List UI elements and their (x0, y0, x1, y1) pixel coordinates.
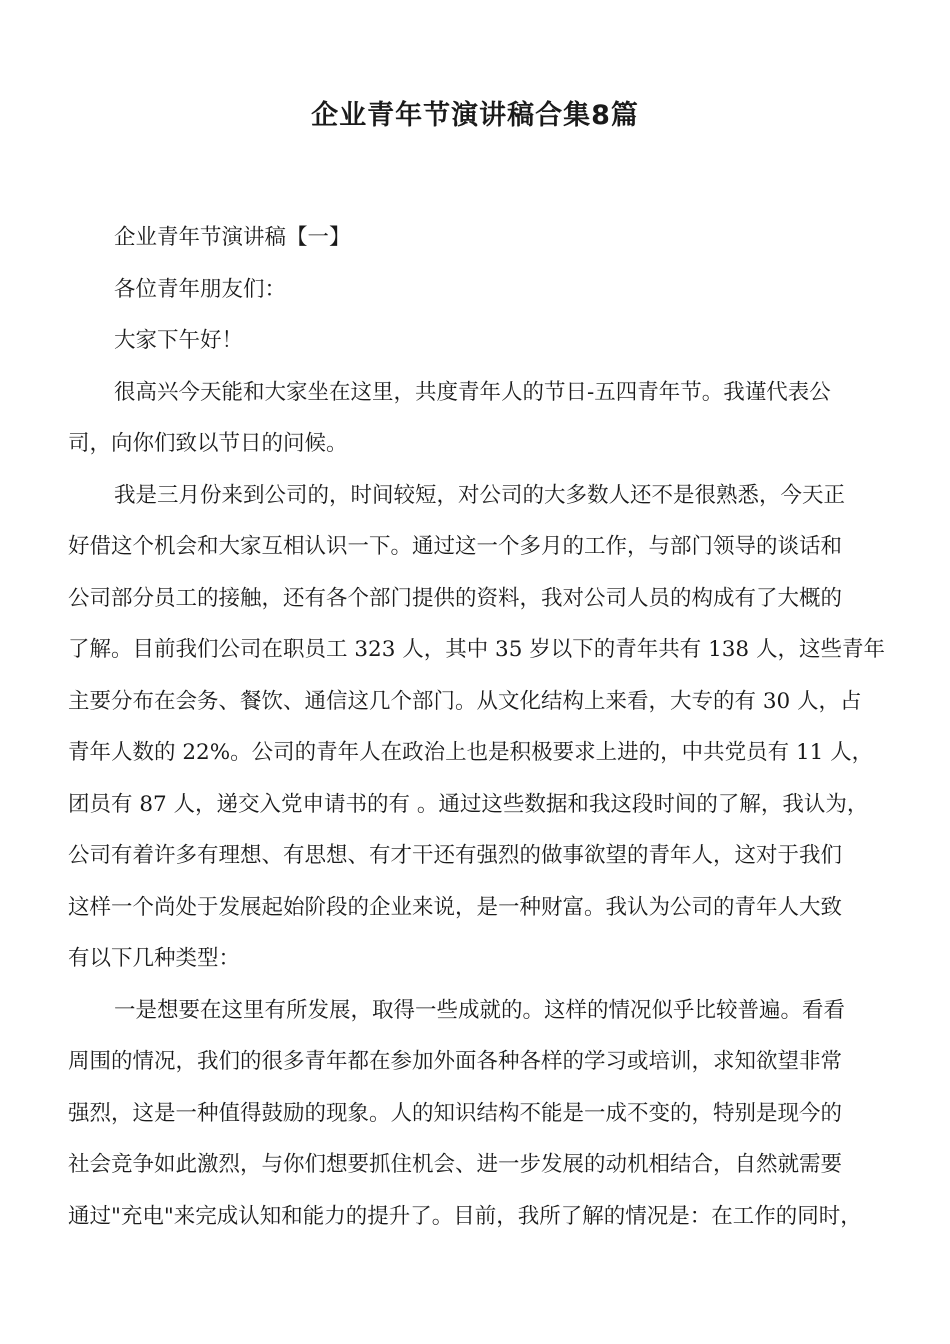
paragraph-line: 很高兴今天能和大家坐在这里，共度青年人的节日-五四青年节。我谨代表公 (114, 379, 831, 405)
document-body (68, 212, 886, 1242)
paragraph-line: 周围的情况，我们的很多青年都在参加外面各种各样的学习或培训，求知欲望非常 (68, 1049, 843, 1074)
paragraph-line: 公司有着许多有理想、有思想、有才干还有强烈的做事欲望的青年人，这对于我们 (68, 843, 843, 868)
paragraph-line: 大家下午好！ (114, 328, 244, 353)
paragraph-line: 各位青年朋友们： (114, 276, 287, 302)
paragraph-line: 主要分布在会务、餐饮、通信这几个部门。从文化结构上来看，大专的有 30 人，占 (68, 688, 862, 714)
paragraph-line: 司，向你们致以节日的问候。 (68, 431, 348, 456)
document-title: 企业青年节演讲稿合集8篇 (311, 100, 639, 131)
paragraph-line: 强烈，这是一种值得鼓励的现象。人的知识结构不能是一成不变的，特别是现今的 (68, 1100, 843, 1126)
paragraph-line: 这样一个尚处于发展起始阶段的企业来说，是一种财富。我认为公司的青年人大致 (68, 894, 843, 920)
paragraph-line: 青年人数的 22%。公司的青年人在政治上也是积极要求上进的，中共党员有 11 人， (68, 740, 874, 765)
paragraph-line: 我是三月份来到公司的，时间较短，对公司的大多数人还不是很熟悉，今天正 (114, 482, 846, 508)
paragraph-line: 企业青年节演讲稿【一】 (114, 225, 351, 250)
paragraph-line: 一是想要在这里有所发展，取得一些成就的。这样的情况似乎比较普遍。看看 (114, 997, 846, 1023)
paragraph-line: 公司部分员工的接触，还有各个部门提供的资料，我对公司人员的构成有了大概的 (68, 585, 843, 611)
paragraph-line: 了解。目前我们公司在职员工 323 人，其中 35 岁以下的青年共有 138 人，这些青年 (68, 637, 885, 662)
paragraph-line: 有以下几种类型： (68, 946, 241, 971)
paragraph-line: 团员有 87 人，递交入党申请书的有 。通过这些数据和我这段时间的了解，我认为， (68, 791, 869, 817)
paragraph-line: 通过"充电"来完成认知和能力的提升了。目前，我所了解的情况是：在工作的同时， (68, 1203, 862, 1229)
paragraph-line: 好借这个机会和大家互相认识一下。通过这一个多月的工作，与部门领导的谈话和 (68, 534, 843, 559)
paragraph-line: 社会竞争如此激烈，与你们想要抓住机会、进一步发展的动机相结合，自然就需要 (68, 1152, 843, 1177)
